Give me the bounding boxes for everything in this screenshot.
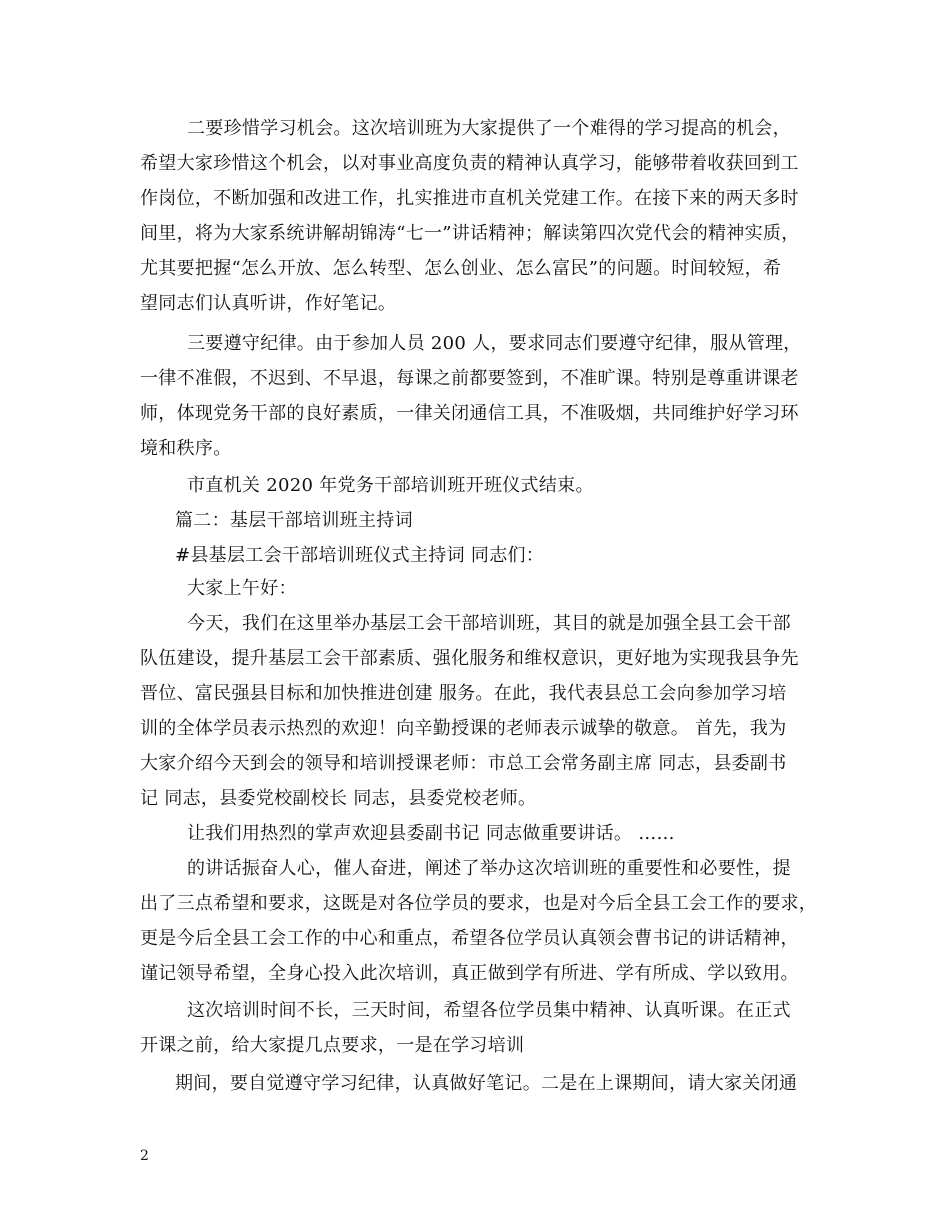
text-line: 开课之前，给大家提几点要求，一是在学习培训	[140, 1035, 525, 1056]
text-line: 让我们用热烈的掌声欢迎县委副书记 同志做重要讲话。 ……	[187, 823, 675, 844]
text-line: 训的全体学员表示热烈的欢迎！向辛勤授课的老师表示诚挚的敬意。 首先，我为	[140, 718, 787, 739]
text-line: 大家介绍今天到会的领导和培训授课老师：市总工会常务副主席 同志，县委副书	[140, 753, 787, 774]
text-line: 记 同志，县委党校副校长 同志，县委党校老师。	[140, 788, 537, 809]
text-line: 这次培训时间不长，三天时间，希望各位学员集中精神、认真听课。在正式	[187, 1000, 791, 1021]
text-line: 大家上午好：	[187, 578, 297, 599]
text-line: 谨记领导希望，全身心投入此次培训，真正做到学有所进、学有所成、学以致用。	[140, 963, 799, 984]
text-line: 队伍建设，提升基层工会干部素质、强化服务和维权意识，更好地为实现我县争先	[140, 648, 799, 669]
text-line: 望同志们认真听讲，作好笔记。	[140, 293, 397, 314]
text-line: 今天，我们在这里举办基层工会干部培训班，其目的就是加强全县工会干部	[187, 613, 791, 634]
text-line: #县基层工会干部培训班仪式主持词 同志们：	[175, 545, 545, 566]
page-number: 2	[140, 1148, 149, 1164]
text-line: 更是今后全县工会工作的中心和重点，希望各位学员认真领会曹书记的讲话精神，	[140, 928, 799, 949]
text-line: 间里，将为大家系统讲解胡锦涛“七一”讲话精神；解读第四次党代会的精神实质，	[140, 223, 800, 244]
text-line: 希望大家珍惜这个机会，以对事业高度负责的精神认真学习，能够带着收获回到工	[140, 153, 799, 174]
text-line: 一律不准假，不迟到、不早退，每课之前都要签到，不准旷课。特别是尊重讲课老	[140, 368, 799, 389]
text-line: 期间，要自觉遵守学习纪律，认真做好笔记。二是在上课期间，请大家关闭通	[175, 1073, 798, 1094]
text-line: 境和秩序。	[140, 438, 232, 459]
text-line: 师，体现党务干部的良好素质，一律关闭通信工具，不准吸烟，共同维护好学习环	[140, 403, 799, 424]
text-line: 的讲话振奋人心，催人奋进，阐述了举办这次培训班的重要性和必要性，提	[187, 858, 791, 879]
section-heading: 篇二：基层干部培训班主持词	[175, 510, 413, 531]
text-line: 二要珍惜学习机会。这次培训班为大家提供了一个难得的学习提高的机会，	[187, 118, 791, 139]
text-line: 晋位、富民强县目标和加快推进创建 服务。在此，我代表县总工会向参加学习培	[140, 683, 787, 704]
text-line: 三要遵守纪律。由于参加人员 200 人，要求同志们要遵守纪律，服从管理，	[187, 333, 802, 354]
text-line: 作岗位，不断加强和改进工作，扎实推进市直机关党建工作。在接下来的两天多时	[140, 188, 799, 209]
text-line: 出了三点希望和要求，这既是对各位学员的要求，也是对今后全县工会工作的要求，	[140, 893, 818, 914]
text-line: 市直机关 2020 年党务干部培训班开班仪式结束。	[187, 475, 594, 496]
text-line: 尤其要把握“怎么开放、怎么转型、怎么创业、怎么富民”的问题。时间较短，希	[140, 258, 782, 279]
